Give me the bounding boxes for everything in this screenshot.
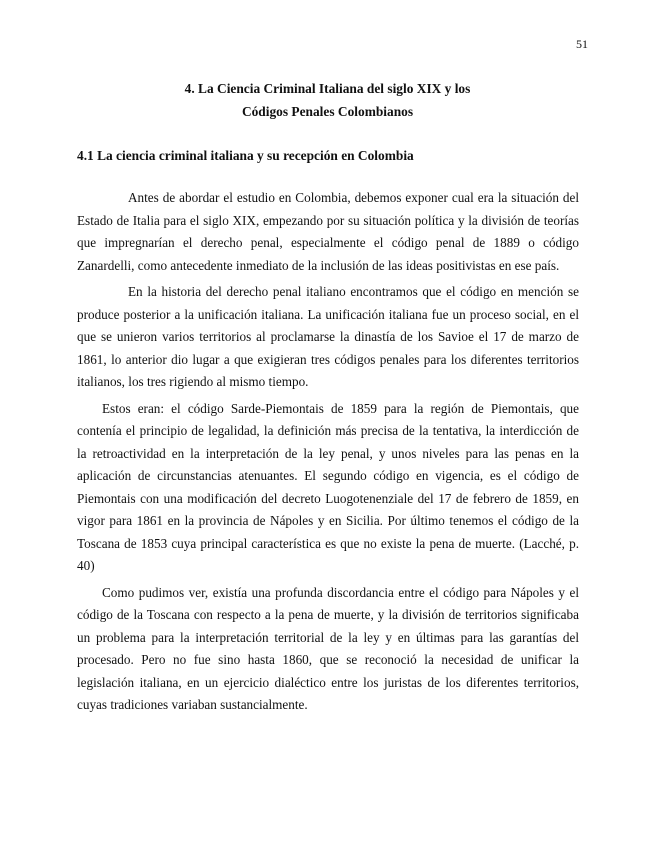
paragraph: En la historia del derecho penal italiano encontramos que el código en mención se produce posterior a la unificación italiana. La unificación italiana fue un proceso social, en el que se unieron varios territorios al proclamarse la dinastía de los Savioe el 17 de marzo de 1861, lo anterior dio lugar a que exigieran tres códigos penales para los diferentes territorios italianos, los tres rigiendo al mismo tiempo. [77,284,579,389]
body-text [77,187,579,721]
chapter-title [0,77,655,123]
section-heading: 4.1 La ciencia criminal italiana y su recepción en Colombia [77,148,414,163]
chapter-title-line-2: Códigos Penales Colombianos [241,104,414,119]
paragraph: Como pudimos ver, existía una profunda discordancia entre el código para Nápoles y el código de la Toscana con respecto a la pena de muerte, y la división de territorios significaba un problema para la interpretación territorial de la ley y en últimas para las garantías del procesado. Pero no fue sino hasta 1860, que se reconoció la necesidad de unificar la legislación italiana, en un ejercicio dialéctico entre los juristas de los diferentes territorios, cuyas tradiciones variaban sustancialmente. [77,584,579,712]
paragraph: Estos eran: el código Sarde-Piemontais de 1859 para la región de Piemontais, que contenía el principio de legalidad, la definición más precisa de la tentativa, la interdicción de la retroactividad en la interpretación de la ley penal, y unos niveles para las penas en la aplicación de circunstancias atenuantes. El segundo código en vigencia, es el código de Piemontais con una modificación del decreto Luogotenenziale del 17 de febrero de 1859, en vigor para 1861 en la provincia de Nápoles y en Sicilia. Por último tenemos el código de la Toscana de 1853 cuya principal característica es que no existe la pena de muerte. (Lacché, p. 40) [77,400,579,573]
paragraph: Antes de abordar el estudio en Colombia, debemos exponer cual era la situación del Estado de Italia para el siglo XIX, empezando por su situación política y la división de teorías que impregnarían el derecho penal, especialmente el código penal de 1889 o código Zanardelli, como antecedente inmediato de la inclusión de las ideas positivistas en ese país. [77,190,579,273]
chapter-title-line-1: 4. La Ciencia Criminal Italiana del siglo XIX y los [184,81,471,96]
page-number: 51 [576,37,588,51]
